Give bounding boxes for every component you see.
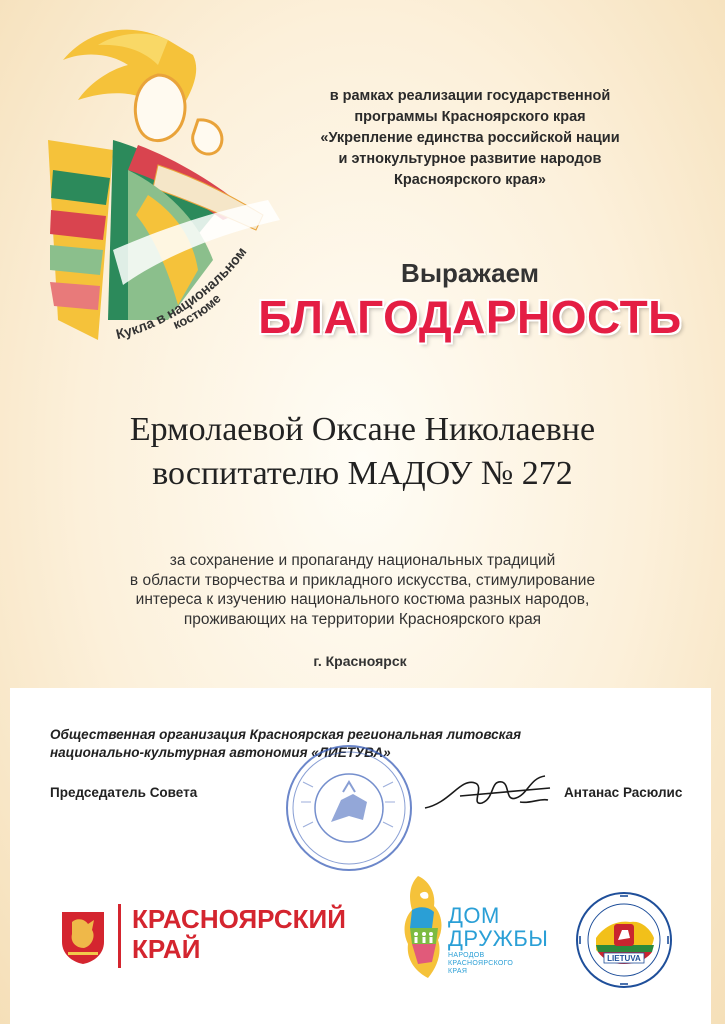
- reason-line: за сохранение и пропаганду национальных традиций: [169, 552, 556, 569]
- dom-sub1: НАРОДОВ: [448, 952, 485, 959]
- recipient: [60, 408, 665, 496]
- dom-druzhby-title: [448, 904, 548, 950]
- dom-druzhby-icon: [398, 872, 448, 982]
- chair-title: Председатель Совета: [50, 785, 198, 800]
- logo-ribbon-text-2: костюме: [170, 290, 224, 333]
- chair-name: Антанас Расюлис: [564, 785, 683, 800]
- city: г. Красноярск: [313, 653, 407, 669]
- recipient-name: Ермолаевой Оксане Николаевне: [129, 411, 596, 448]
- signature: [420, 768, 560, 818]
- organization-line: Общественная организация Красноярская региональная литовская: [50, 727, 522, 742]
- lietuva-seal-icon: [574, 890, 674, 990]
- dom-sub3: КРАЯ: [448, 968, 468, 975]
- stamp-seal: [283, 742, 415, 874]
- kray-line1: КРАСНОЯРСКИЙ: [132, 904, 346, 934]
- dom-sub2: КРАСНОЯРСКОГО: [448, 960, 514, 967]
- recipient-position: воспитателю МАДОУ № 272: [152, 455, 573, 492]
- dom-line1: ДОМ: [448, 903, 500, 928]
- dom-line2: ДРУЖБЫ: [448, 926, 549, 951]
- program-line: программы Красноярского края: [354, 109, 586, 125]
- program-line: «Укрепление единства российской нации: [320, 130, 620, 146]
- lietuva-label: LIETUVA: [607, 954, 641, 963]
- reason-line: интереса к изучению национального костюма разных народов,: [135, 591, 590, 608]
- logo-ribbon-text: Кукла в национальном: [114, 243, 250, 343]
- program-line: Красноярского края»: [393, 172, 546, 188]
- heading-express: Выражаем: [401, 258, 539, 288]
- organization-line: национально-культурная автономия «ЛИЕТУВА»: [50, 745, 391, 760]
- program-line: в рамках реализации государственной: [329, 88, 611, 104]
- program-line: и этнокультурное развитие народов: [338, 151, 602, 167]
- heading-gratitude: БЛАГОДАРНОСТЬ: [258, 291, 682, 343]
- kray-divider: [118, 904, 121, 968]
- kray-emblem-icon: [58, 906, 108, 966]
- reason-text: [60, 551, 665, 629]
- reason-line: в области творчества и прикладного искусства, стимулирование: [129, 571, 596, 589]
- reason-line: проживающих на территории Красноярского края: [183, 610, 542, 628]
- program-text: [270, 86, 670, 191]
- kray-line2: КРАЙ: [132, 934, 201, 964]
- kray-logo-text: [132, 904, 346, 964]
- dom-druzhby-subtitle: [448, 952, 513, 976]
